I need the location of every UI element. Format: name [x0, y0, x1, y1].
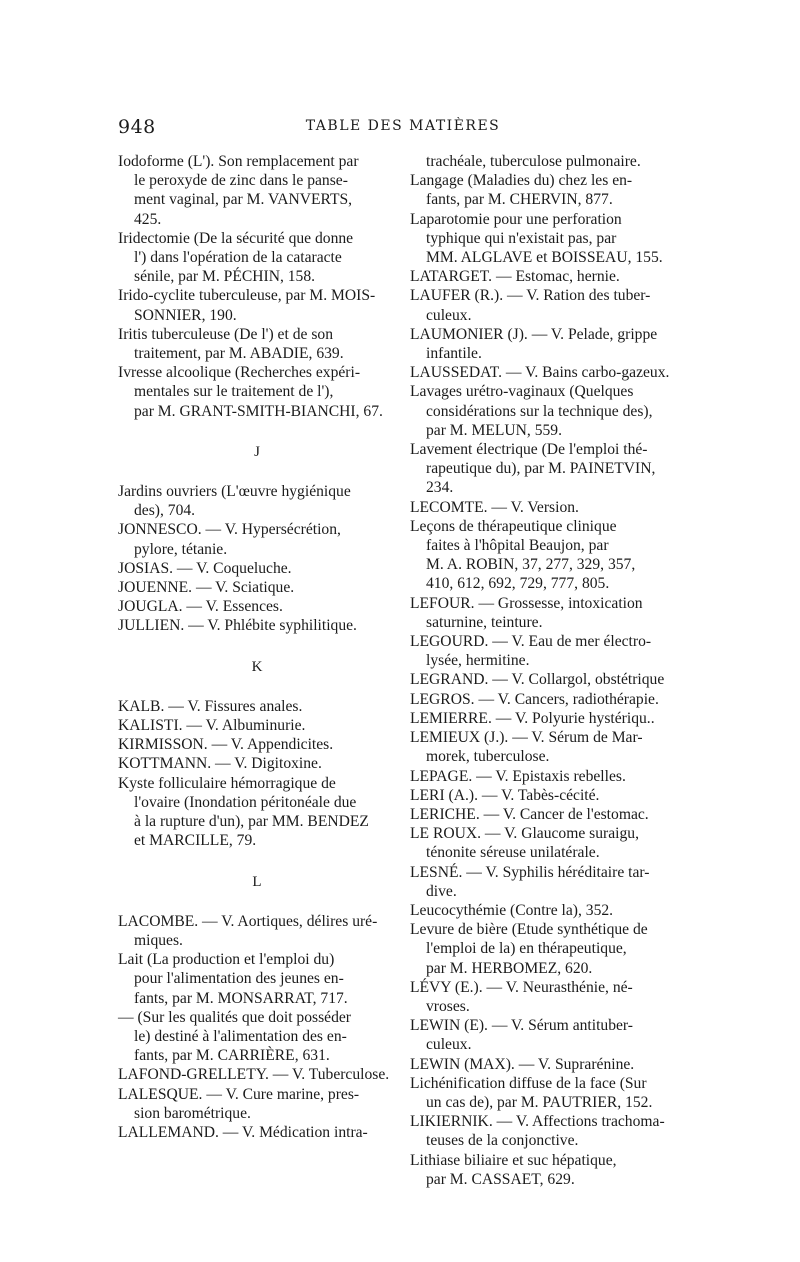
entry-line: par M. MELUN, 559. [426, 421, 562, 439]
entry-line: Laparotomie pour une perforation [410, 210, 622, 228]
left-column [118, 152, 396, 1142]
entry-line: par M. GRANT-SMITH-BIANCHI, 67. [134, 402, 383, 420]
entry-line: l'emploi de la) en thérapeutique, [426, 940, 627, 958]
entry-line: ment vaginal, par M. VANVERTS, [134, 191, 353, 209]
running-header [118, 116, 688, 138]
entry-line: dive. [426, 882, 457, 900]
entry-line: des), 704. [134, 502, 196, 520]
entry-line: Levure de bière (Etude synthétique de [410, 921, 648, 939]
entry-line: JULLIEN. — V. Phlébite syphilitique. [118, 617, 357, 635]
entry-line: LERI (A.). — V. Tabès-cécité. [410, 786, 600, 804]
section-letter: J [254, 443, 260, 460]
entry-line: Lichénification diffuse de la face (Sur [410, 1074, 647, 1092]
entry-line: Ivresse alcoolique (Recherches expéri- [118, 364, 361, 382]
entry-line: LE ROUX. — V. Glaucome suraigu, [410, 825, 639, 843]
entry-line: LEGROS. — V. Cancers, radiothérapie. [410, 690, 659, 708]
entry-line: par M. CASSAET, 629. [426, 1170, 575, 1188]
entry-line: JONNESCO. — V. Hypersécrétion, [118, 521, 341, 539]
page-number: 948 [118, 116, 156, 138]
entry-line: Iritis tuberculeuse (De l') et de son [118, 325, 333, 343]
entry-line: LEMIERRE. — V. Polyurie hystériqu.. [410, 709, 655, 727]
entry-line: LERICHE. — V. Cancer de l'estomac. [410, 805, 649, 823]
entry-line: Jardins ouvriers (L'œuvre hygiénique [118, 483, 351, 501]
entry-line: et MARCILLE, 79. [134, 832, 257, 850]
entry-line: considérations sur la technique des), [426, 402, 653, 420]
entry-line: faites à l'hôpital Beaujon, par [426, 537, 609, 555]
entry-line: trachéale, tuberculose pulmonaire. [426, 153, 641, 170]
entry-line: l'ovaire (Inondation péritonéale due [134, 793, 357, 811]
entry-line: LAFOND-GRELLETY. — V. Tuberculose. [118, 1066, 390, 1084]
entry-line: LESNÉ. — V. Syphilis héréditaire tar- [410, 863, 650, 881]
entry-line: LEMIEUX (J.). — V. Sérum de Mar- [410, 729, 643, 747]
entry-line: un cas de), par M. PAUTRIER, 152. [426, 1093, 653, 1111]
entry-line: fants, par M. CHERVIN, 877. [426, 191, 613, 209]
entry-line: JOSIAS. — V. Coqueluche. [118, 559, 292, 577]
entry-line: LALESQUE. — V. Cure marine, pres- [118, 1085, 360, 1103]
entry-line: — (Sur les qualités que doit posséder [118, 1008, 352, 1026]
entry-line: infantile. [426, 345, 482, 363]
entry-line: miques. [134, 931, 183, 949]
entry-line: pour l'alimentation des jeunes en- [134, 970, 344, 988]
entry-line: le peroxyde de zinc dans le panse- [134, 172, 348, 190]
entry-line: LEGOURD. — V. Eau de mer électro- [410, 633, 652, 651]
entry-line: sénile, par M. PÉCHIN, 158. [134, 268, 316, 286]
entry-line: 410, 612, 692, 729, 777, 805. [426, 575, 610, 593]
entry-line: LAUFER (R.). — V. Ration des tuber- [410, 287, 651, 305]
entry-line: LIKIERNIK. — V. Affections trachoma- [410, 1113, 665, 1131]
entry-line: 234. [426, 479, 454, 497]
entry-line: vroses. [426, 997, 470, 1015]
page-title: TABLE DES MATIÈRES [305, 118, 501, 134]
entry-line: morek, tuberculose. [426, 748, 550, 766]
entry-line: le) destiné à l'alimentation des en- [134, 1027, 347, 1045]
entry-line: Leucocythémie (Contre la), 352. [410, 901, 614, 919]
entry-line: par M. HERBOMEZ, 620. [426, 959, 593, 977]
entry-line: à la rupture d'un), par MM. BENDEZ [134, 813, 369, 831]
entry-line: KALISTI. — V. Albuminurie. [118, 717, 306, 735]
entry-line: KOTTMANN. — V. Digitoxine. [118, 755, 322, 773]
entry-line: Leçons de thérapeutique clinique [410, 517, 617, 535]
entry-line: Lavement électrique (De l'emploi thé- [410, 441, 648, 459]
right-column [410, 152, 688, 1189]
entry-line: culeux. [426, 1036, 472, 1054]
entry-line: pylore, tétanie. [134, 540, 228, 558]
entry-line: lysée, hermitine. [426, 652, 530, 670]
entry-line: sion barométrique. [134, 1104, 251, 1122]
entry-line: KALB. — V. Fissures anales. [118, 697, 303, 715]
entry-line: Iodoforme (L'). Son remplacement par [118, 153, 359, 170]
entry-line: LÉVY (E.). — V. Neurasthénie, né- [410, 978, 633, 996]
entry-line: ténonite séreuse unilatérale. [426, 844, 600, 862]
entry-line: LECOMTE. — V. Version. [410, 498, 579, 516]
entry-line: Irido-cyclite tuberculeuse, par M. MOIS- [118, 287, 376, 305]
entry-line: LEFOUR. — Grossesse, intoxication [410, 594, 643, 612]
entry-line: teuses de la conjonctive. [426, 1132, 579, 1150]
entry-line: LACOMBE. — V. Aortiques, délires uré- [118, 912, 378, 930]
entry-line: SONNIER, 190. [134, 306, 237, 324]
section-letter: L [252, 873, 262, 890]
entry-line: Iridectomie (De la sécurité que donne [118, 229, 354, 247]
entry-line: LATARGET. — Estomac, hernie. [410, 268, 620, 286]
entry-line: Lait (La production et l'emploi du) [118, 951, 335, 969]
entry-line: rapeutique du), par M. PAINETVIN, [426, 460, 656, 478]
entry-line: traitement, par M. ABADIE, 639. [134, 345, 344, 363]
entry-line: 425. [134, 210, 162, 228]
section-letter: K [251, 658, 263, 675]
entry-line: Lavages urétro-vaginaux (Quelques [410, 383, 634, 401]
entry-line: LAUMONIER (J). — V. Pelade, grippe [410, 325, 658, 343]
entry-line: Kyste folliculaire hémorragique de [118, 774, 336, 792]
entry-line: LEPAGE. — V. Epistaxis rebelles. [410, 767, 626, 785]
entry-line: LEGRAND. — V. Collargol, obstétrique [410, 671, 665, 689]
entry-line: saturnine, teinture. [426, 613, 543, 631]
entry-line: LAUSSEDAT. — V. Bains carbo-gazeux. [410, 364, 670, 382]
entry-line: KIRMISSON. — V. Appendicites. [118, 736, 334, 754]
entry-line: fants, par M. MONSARRAT, 717. [134, 989, 348, 1007]
entry-line: l') dans l'opération de la cataracte [134, 249, 342, 267]
entry-line: LALLEMAND. — V. Médication intra- [118, 1123, 368, 1141]
entry-line: LEWIN (MAX). — V. Suprarénine. [410, 1055, 635, 1073]
entry-line: MM. ALGLAVE et BOISSEAU, 155. [426, 249, 663, 267]
entry-line: JOUGLA. — V. Essences. [118, 598, 283, 616]
entry-line: LEWIN (E). — V. Sérum antituber- [410, 1017, 634, 1035]
entry-line: Langage (Maladies du) chez les en- [410, 172, 633, 190]
entry-line: Lithiase biliaire et suc hépatique, [410, 1151, 617, 1169]
entry-line: JOUENNE. — V. Sciatique. [118, 579, 295, 597]
entry-line: M. A. ROBIN, 37, 277, 329, 357, [426, 556, 636, 574]
entry-line: culeux. [426, 306, 472, 324]
entry-line: typhique qui n'existait pas, par [426, 229, 617, 247]
entry-line: mentales sur le traitement de l'), [134, 383, 334, 401]
entry-line: fants, par M. CARRIÈRE, 631. [134, 1047, 330, 1065]
